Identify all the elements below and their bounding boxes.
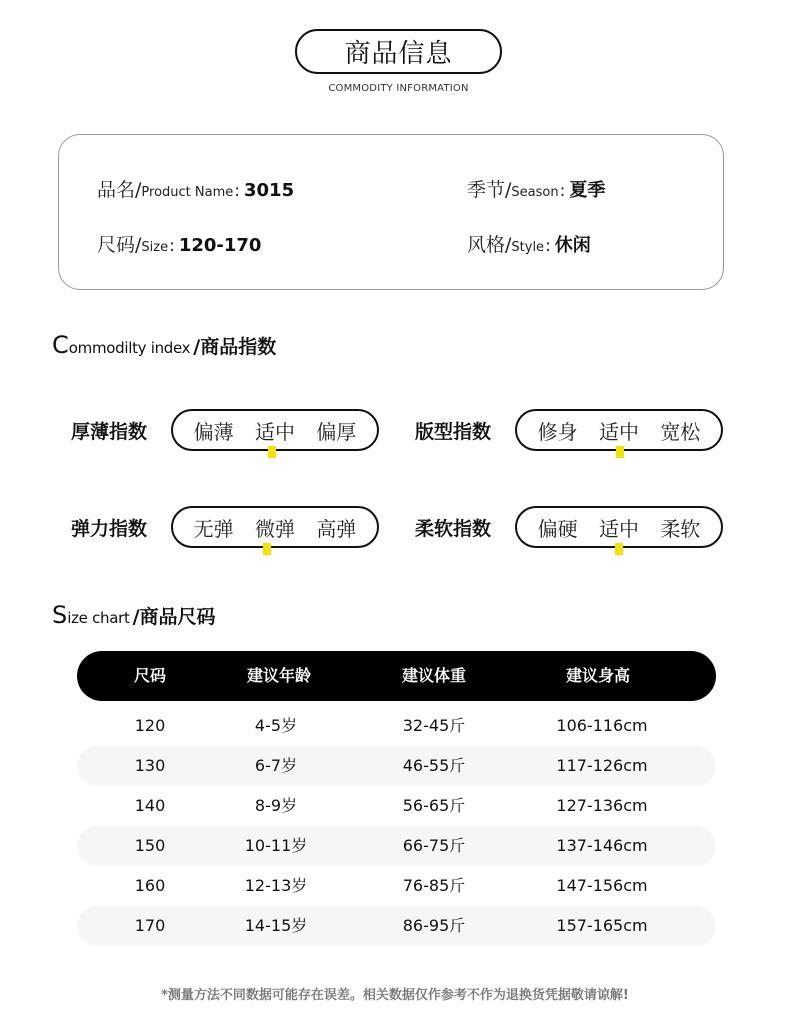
info-colon: : [169,236,175,256]
cell-height: 137-146cm [556,836,648,855]
info-label-cn: 风格/ [467,234,512,256]
page-subtitle: COMMODITY INFORMATION [328,83,469,94]
table-row [77,706,716,746]
cell-age: 4-5岁 [254,716,298,735]
info-style [467,230,591,257]
column-header-size: 尺码 [133,666,167,685]
commodity-index-heading [52,331,276,359]
table-row [77,826,716,866]
table-row [77,906,716,946]
heading-rest: ize chart [67,609,130,627]
cell-height: 127-136cm [556,796,648,815]
index-label-elasticity: 弹力指数 [71,518,148,540]
cell-height: 157-165cm [556,916,648,935]
heading-rest: ommodilty index [68,339,191,357]
info-label-cn: 尺码/ [97,234,142,256]
cell-height: 117-126cm [556,756,648,775]
info-size [97,230,261,257]
index-option-selected: 适中 [598,516,639,541]
cell-age: 8-9岁 [254,796,298,815]
info-label-en: Product Name [141,185,234,200]
index-option: 宽松 [660,419,701,444]
column-header-weight: 建议体重 [401,666,467,685]
cell-weight: 66-75斤 [402,836,466,855]
index-label-fit: 版型指数 [415,421,492,443]
cell-age: 14-15岁 [244,916,308,935]
info-colon: : [559,181,566,201]
info-label-en: Size [141,240,169,255]
index-option: 柔软 [660,516,701,541]
column-header-height: 建议身高 [565,666,631,685]
index-label-softness: 柔软指数 [415,518,492,540]
size-table-header [77,651,716,701]
info-season [467,175,605,202]
index-option-selected: 微弹 [254,516,295,541]
cell-age: 6-7岁 [254,756,298,775]
info-colon: : [545,236,551,256]
info-value: 夏季 [569,180,606,201]
index-option: 偏厚 [316,419,357,444]
info-colon: : [234,181,240,201]
info-label-en: Style [511,240,545,255]
index-scale-fit [515,409,723,451]
table-row [77,866,716,906]
index-scale-elasticity [171,506,379,548]
index-option-selected: 适中 [254,419,295,444]
index-marker-thickness [268,446,276,458]
measurement-disclaimer: *测量方法不同数据可能存在误差。相关数据仅作参考不作为退换货凭据敬请谅解! [161,988,629,1003]
product-info-box [58,134,724,290]
index-scale-softness [515,506,723,548]
info-value: 3015 [244,180,295,201]
cell-weight: 32-45斤 [402,716,466,735]
table-row [77,786,716,826]
cell-size: 140 [134,796,166,815]
cell-age: 12-13岁 [244,876,308,895]
cell-size: 170 [134,916,166,935]
cell-weight: 76-85斤 [402,876,466,895]
heading-initial: S [52,601,68,629]
index-option: 偏薄 [193,419,234,444]
cell-height: 106-116cm [556,716,648,735]
cell-weight: 46-55斤 [402,756,466,775]
info-label-en: Season [511,185,559,200]
index-scale-thickness [171,409,379,451]
info-label-cn: 品名/ [97,179,142,201]
cell-age: 10-11岁 [244,836,308,855]
index-marker-softness [615,543,623,555]
index-marker-elasticity [263,543,271,555]
index-label-thickness: 厚薄指数 [71,421,148,443]
cell-size: 120 [134,716,166,735]
size-chart-heading [52,601,216,629]
info-value: 休闲 [554,235,591,256]
cell-height: 147-156cm [556,876,648,895]
info-value: 120-170 [178,235,262,256]
heading-cn: /商品尺码 [132,606,216,628]
info-product-name [97,175,294,202]
cell-weight: 86-95斤 [402,916,466,935]
column-header-age: 建议年龄 [246,666,312,685]
info-label-cn: 季节/ [467,179,512,201]
index-marker-fit [616,446,624,458]
heading-initial: C [52,331,69,359]
index-option: 无弹 [193,516,234,541]
section-title-pill [295,29,502,74]
cell-size: 150 [134,836,166,855]
index-option-selected: 适中 [598,419,639,444]
index-option: 修身 [537,419,578,444]
table-row [77,746,716,786]
cell-weight: 56-65斤 [402,796,466,815]
cell-size: 130 [134,756,166,775]
page-title: 商品信息 [344,39,453,69]
cell-size: 160 [134,876,166,895]
index-option: 高弹 [316,516,357,541]
index-option: 偏硬 [537,516,578,541]
heading-cn: /商品指数 [193,336,277,358]
